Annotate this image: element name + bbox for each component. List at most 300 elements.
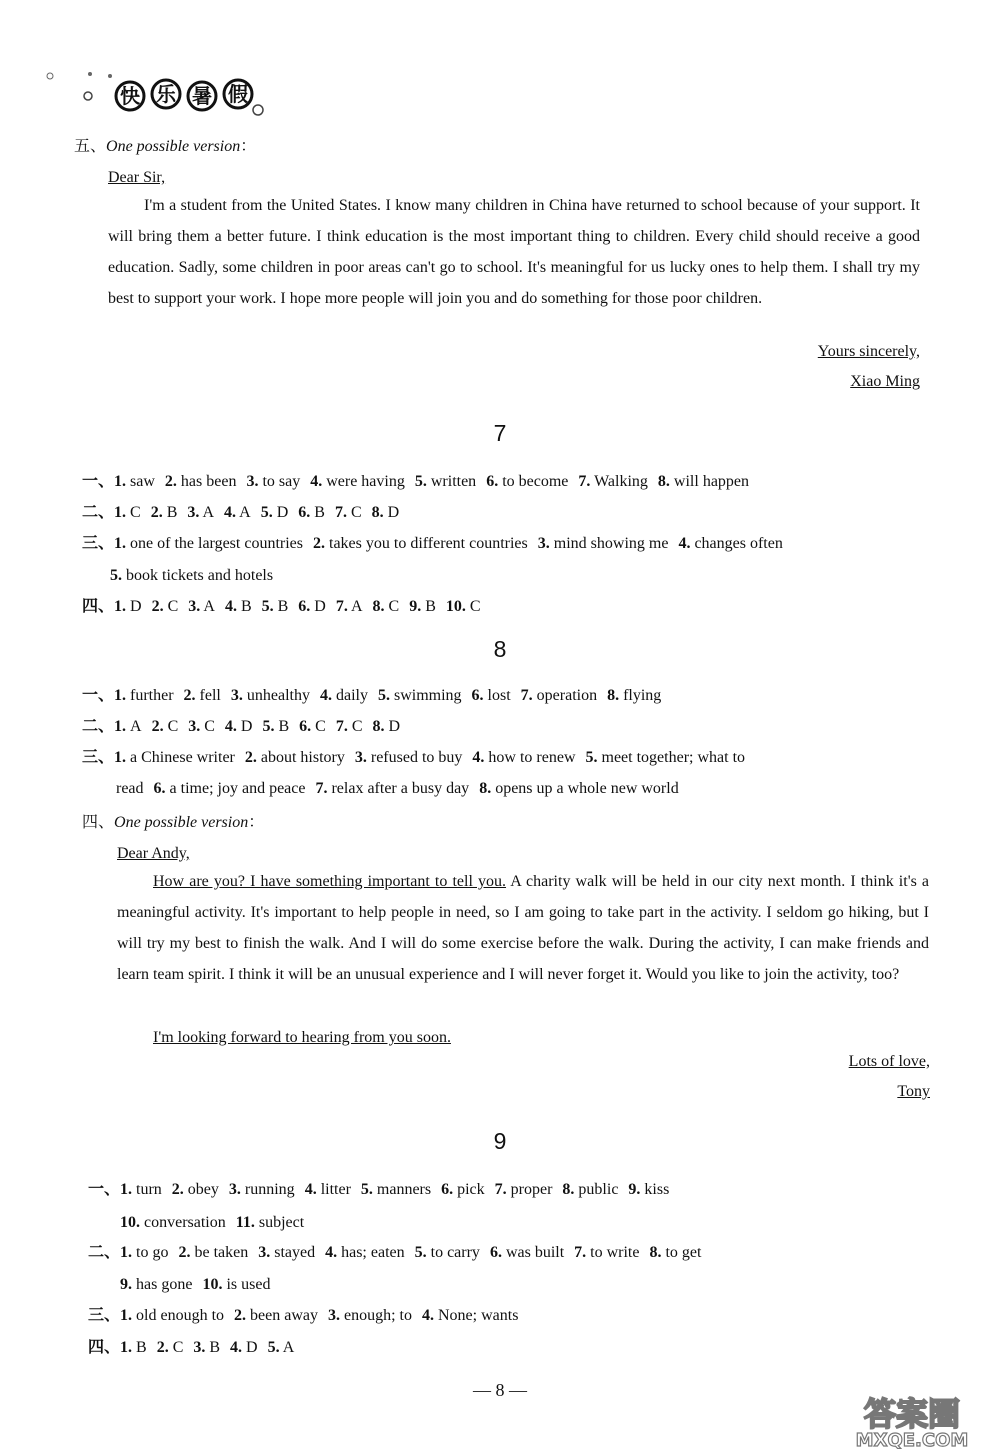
answer-text: B [240,598,252,615]
answer-item [658,473,749,490]
answer-item [152,718,179,735]
answer-number: 10. [202,1276,223,1293]
answer-item [373,718,401,735]
answer-item [578,473,648,490]
unit9-row [88,1306,528,1326]
answer-item [154,780,306,797]
answer-text: takes you to different countries [329,535,528,552]
answer-item [479,780,679,797]
unit8-row [116,779,689,799]
answer-number: 5. [260,504,273,521]
answer-text: operation [536,687,598,704]
unit8-sec4-ending: I'm looking forward to hearing from you soon. [153,1029,451,1046]
answer-text: enough; to [343,1307,412,1324]
answer-item [574,1244,639,1261]
unit8-sec4-signature: Tony [897,1083,930,1100]
answer-item [415,473,476,490]
answer-number: 3. [228,1181,241,1198]
answer-number: 9. [409,598,422,615]
answer-item [422,1307,518,1324]
watermark-top: 答案圈 [863,1395,961,1433]
answer-number: 7. [578,473,591,490]
answer-number: 8. [649,1244,662,1261]
answer-number: 2. [244,749,257,766]
answer-number: 5. [261,598,274,615]
answer-number: 8. [657,473,670,490]
answer-text: flying [623,687,662,704]
answer-number: 9. [120,1276,132,1293]
answer-text: meet together; what to [601,749,746,766]
answer-text: proper [510,1181,553,1198]
answer-item [336,718,363,735]
answer-item [262,598,289,615]
answer-number: 5. [110,567,122,584]
answer-item [305,1181,351,1198]
section-label: 三、 [82,749,115,766]
answer-number: 11. [235,1214,255,1231]
answer-item [114,687,174,704]
answer-item [472,687,511,704]
page-number: — 8 — [473,1380,527,1400]
answer-number: 6. [489,1244,502,1261]
answer-number: 8. [372,718,385,735]
answer-item [355,749,463,766]
section-label: 二、 [82,718,115,735]
answer-text: subject [258,1214,305,1231]
answer-text: C [167,718,179,735]
answer-number: 1. [114,535,127,552]
answer-item [258,1244,315,1261]
answer-text: None; wants [437,1307,519,1324]
answer-text: C [130,504,141,521]
answer-item [495,1181,553,1198]
unit7-row [110,566,283,586]
answer-item [114,749,235,766]
answer-text: obey [187,1181,219,1198]
answer-text: D [388,718,401,735]
sec5-body: I'm a student from the United States. I know many children in China have returned to school because of your support. It will bring them a better future. I think education is the most important thing to children. Every child should receive a good education. Sadly, some children in poor areas can't go to school. It's meaningful for us lucky ones to help them. I shall try my best to support your work. I hope more people will join you and do something for those poor children. [108,197,920,307]
section-label: 一、 [82,687,115,704]
answer-number: 6. [441,1181,454,1198]
answer-number: 1. [114,504,127,521]
answer-number: 2. [178,1244,191,1261]
answer-text: to become [502,473,569,490]
answer-item [202,1276,270,1293]
unit8-sec4-body-text: A charity walk will be held in our city next month. I think it's a meaningful activity. It's important to help people in need, so I am going to take part in the activity. I seldom go hiking, but I will try my best to finish the walk. And I will do some exercise before the walk. During the activity, I can make friends and learn team spirit. I think it will be an unusual experience and I will never forget it. Would you like to join the activity, too? [117,873,930,983]
answer-number: 8. [562,1181,575,1198]
answer-item [678,535,782,552]
answer-text: manners [376,1181,432,1198]
answer-text: B [277,598,289,615]
answer-text: daily [335,687,368,704]
answer-item [116,780,144,797]
answer-number: 5. [267,1339,280,1356]
answer-text: has been [180,473,237,490]
answer-text: B [425,598,436,615]
section-label: 一、 [82,473,115,490]
answer-item [231,687,310,704]
answer-text: saw [130,473,155,490]
answer-item [114,598,142,615]
answer-number: 6. [298,504,311,521]
answer-number: 7. [315,780,328,797]
answer-number: 3. [188,598,201,615]
answer-number: 2. [151,598,164,615]
answer-number: 1. [114,473,127,490]
answer-item [225,718,253,735]
logo-char-2: 乐 [156,82,176,106]
answer-number: 3. [354,749,367,766]
answer-number: 3. [258,1244,271,1261]
answer-text: C [351,718,363,735]
section-label: 二、 [82,504,115,521]
answer-text: D [387,504,400,521]
answer-item [409,598,436,615]
answer-text: were having [326,473,405,490]
answer-text: B [166,504,178,521]
answer-number: 7. [334,504,347,521]
answer-text: A [239,504,251,521]
answer-number: 4. [224,718,237,735]
unit7-row [82,472,759,492]
unit8-sec4-opening: How are you? I have something important to tell you. [153,873,507,890]
answer-text: further [130,687,174,704]
answer-number: 3. [230,687,243,704]
logo-char-1: 快 [120,84,140,108]
unit8-sec4-closing: Lots of love, [848,1053,930,1070]
answer-number: 4. [230,1339,243,1356]
sec5-heading: 五、One possible version： [74,138,257,155]
answer-item [361,1181,431,1198]
answer-number: 6. [299,718,312,735]
answer-text: opens up a whole new world [495,780,679,797]
answer-item [521,687,597,704]
answer-number: 5. [262,718,275,735]
unit9-row [120,1213,314,1233]
answer-text: was built [505,1244,565,1261]
answer-number: 5. [414,1244,427,1261]
answer-text: been away [250,1307,318,1324]
answer-item [120,1307,224,1324]
answer-item [562,1181,618,1198]
answer-item [472,749,575,766]
section-label: 四、 [88,1339,121,1356]
answer-text: to carry [430,1244,480,1261]
answer-text: refused to buy [370,749,463,766]
answer-number: 7. [335,718,348,735]
answer-number: 8. [607,687,620,704]
answer-text: turn [136,1181,162,1198]
answer-item [320,687,368,704]
answer-number: 2. [151,718,164,735]
answer-text: litter [320,1181,351,1198]
answer-number: 3. [188,718,201,735]
answer-item [120,1339,147,1356]
answer-number: 1. [120,1244,133,1261]
answer-text: A [282,1339,295,1356]
answer-text: be taken [194,1244,249,1261]
answer-number: 6. [153,780,166,797]
answer-item [120,1181,162,1198]
answer-item [607,687,661,704]
section-label: 四、 [82,598,115,615]
answer-text: pick [457,1181,485,1198]
answer-item [373,598,400,615]
answer-item [224,504,251,521]
answer-number: 4. [421,1307,434,1324]
answer-text: C [469,598,481,615]
watermark-bottom: MXQE.COM [855,1430,969,1449]
answer-item [268,1339,295,1356]
answer-item [335,504,362,521]
answer-number: 1. [114,749,127,766]
answer-item [441,1181,485,1198]
answer-number: 4. [304,1181,317,1198]
logo-char-4: 假 [228,82,248,106]
unit8-sec4-heading: 四、One possible version： [82,814,265,831]
answer-text: is used [226,1276,271,1293]
unit9-row [88,1180,679,1200]
answer-item [246,473,300,490]
answer-item [230,1339,258,1356]
answer-item [538,535,669,552]
answer-item [165,473,237,490]
answer-text: D [314,598,326,615]
answer-item [336,598,363,615]
answer-text: mind showing me [553,535,669,552]
answer-number: 8. [479,780,492,797]
unit8-row [82,686,671,706]
answer-text: A [350,598,363,615]
answer-number: 10. [445,598,466,615]
answer-number: 4. [678,535,691,552]
answer-item [446,598,481,615]
answer-item [110,567,273,584]
answer-item [315,780,469,797]
watermark-logo [832,1391,992,1449]
unit9-title: 9 [493,1128,507,1154]
answer-text: a time; joy and peace [169,780,306,797]
answer-item [378,687,462,704]
answer-number: 4. [325,1244,338,1261]
answer-text: B [136,1339,147,1356]
unit9-row [88,1243,711,1263]
answer-text: relax after a busy day [331,780,470,797]
section-label: 三、 [82,535,115,552]
answer-number: 7. [335,598,348,615]
answer-item [234,1307,318,1324]
answer-text: to go [136,1244,169,1261]
answer-number: 5. [585,749,598,766]
answer-number: 2. [156,1339,169,1356]
answer-item [120,1244,168,1261]
unit7-title: 7 [493,420,507,446]
answer-number: 3. [246,473,259,490]
answer-text: D [240,718,253,735]
answer-item [328,1307,412,1324]
answer-number: 5. [377,687,390,704]
answer-number: 4. [319,687,332,704]
unit7-row [82,503,409,523]
answer-item [229,1181,295,1198]
answer-item [225,598,252,615]
answer-text: C [315,718,326,735]
answer-item [372,504,400,521]
answer-text: to write [590,1244,640,1261]
answer-text: will happen [673,473,750,490]
header-logo [40,60,280,120]
answer-number: 8. [371,504,384,521]
unit8-row [82,717,410,737]
answer-number: 5. [360,1181,373,1198]
answer-number: 3. [537,535,550,552]
answer-number: 7. [494,1181,507,1198]
answer-text: book tickets and hotels [126,567,274,584]
answer-number: 4. [310,473,323,490]
answer-text: C [204,718,215,735]
answer-item [178,1244,248,1261]
answer-number: 1. [114,687,127,704]
answer-text: B [314,504,325,521]
sec5-greeting: Dear Sir, [108,169,166,186]
answer-number: 3. [327,1307,340,1324]
answer-text: to say [262,473,301,490]
answer-item [188,718,215,735]
answer-item [152,598,179,615]
answer-text: D [276,504,289,521]
answer-text: lost [487,687,511,704]
section-label: 一、 [88,1181,121,1198]
answer-text: changes often [694,535,783,552]
answer-number: 1. [114,598,127,615]
answer-text: about history [260,749,345,766]
answer-text: D [246,1339,258,1356]
answer-text: kiss [644,1181,670,1198]
answer-number: 4. [472,749,485,766]
answer-item [262,718,289,735]
answer-item [114,473,155,490]
section-label: 三、 [88,1307,121,1324]
answer-text: read [116,780,144,797]
answer-text: A [203,598,215,615]
answer-number: 7. [520,687,533,704]
answer-item [298,504,325,521]
answer-item [120,1214,226,1231]
answer-number: 2. [150,504,163,521]
answer-item [193,1339,220,1356]
answer-item [261,504,289,521]
sec5-closing: Yours sincerely, [817,343,920,360]
answer-text: Walking [594,473,648,490]
answer-number: 1. [120,1181,133,1198]
answer-number: 8. [372,598,385,615]
answer-text: unhealthy [246,687,310,704]
answer-item [298,598,326,615]
answer-number: 2. [164,473,177,490]
answer-text: a Chinese writer [130,749,235,766]
answer-item [310,473,405,490]
answer-text: B [209,1339,221,1356]
sec5-signature: Xiao Ming [850,373,920,390]
answer-item [325,1244,405,1261]
unit7-row [82,597,491,617]
answer-item [245,749,345,766]
answer-text: public [578,1181,619,1198]
answer-number: 1. [120,1339,133,1356]
answer-text: A [202,504,215,521]
answer-text: to get [665,1244,702,1261]
answer-item [486,473,568,490]
unit8-title: 8 [493,636,507,662]
answer-text: C [167,598,179,615]
answer-item [120,1276,192,1293]
unit7-row [82,534,793,554]
answer-text: one of the largest countries [130,535,303,552]
answer-item [649,1244,701,1261]
answer-number: 3. [187,504,200,521]
answer-item [299,718,326,735]
answer-item [157,1339,184,1356]
answer-text: B [278,718,290,735]
answer-number: 4. [224,504,237,521]
answer-item [114,535,303,552]
answer-text: running [244,1181,295,1198]
answer-item [586,749,746,766]
answer-text: written [430,473,477,490]
answer-text: has gone [136,1276,193,1293]
answer-item [172,1181,219,1198]
unit9-row [88,1338,304,1358]
answer-item [236,1214,304,1231]
answer-text: conversation [144,1214,226,1231]
answer-number: 4. [224,598,237,615]
answer-number: 3. [193,1339,206,1356]
answer-number: 2. [313,535,325,552]
answer-text: A [130,718,142,735]
answer-number: 5. [414,473,427,490]
answer-item [114,718,142,735]
answer-item [628,1181,669,1198]
answer-text: swimming [393,687,462,704]
answer-number: 6. [486,473,499,490]
section-label: 二、 [88,1244,121,1261]
answer-text: old enough to [136,1307,225,1324]
answer-text: has; eaten [341,1244,405,1261]
answer-text: D [130,598,142,615]
answer-number: 2. [171,1181,184,1198]
answer-text: fell [199,687,221,704]
answer-number: 1. [120,1307,133,1324]
answer-number: 6. [298,598,311,615]
answer-number: 2. [183,687,196,704]
answer-item [490,1244,564,1261]
answer-number: 9. [628,1181,641,1198]
logo-char-3: 暑 [192,84,212,108]
answer-text: C [172,1339,184,1356]
unit8-sec4-greeting: Dear Andy, [117,845,190,862]
answer-item [415,1244,480,1261]
answer-text: C [388,598,400,615]
answer-number: 1. [114,718,127,735]
answer-text: stayed [274,1244,316,1261]
unit8-row [82,748,755,768]
answer-number: 2. [234,1307,247,1324]
answer-number: 7. [574,1244,587,1261]
answer-item [184,687,221,704]
answer-text: how to renew [488,749,576,766]
answer-number: 10. [120,1214,140,1231]
answer-item [313,535,528,552]
